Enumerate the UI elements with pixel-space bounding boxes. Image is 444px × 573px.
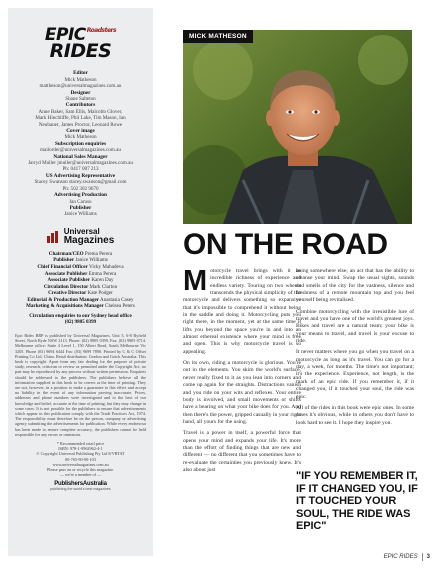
corporate-credit-row [15, 284, 146, 291]
pa-logo-line-1: PublishersAustralia [54, 481, 107, 488]
logo-line-1: EPIC [44, 25, 86, 45]
article-paragraph: All of the rides in this book were epic ones. In some cases it's obvious, while in others you don't have to look hard to see it. I hope they inspire you. [296, 404, 414, 426]
corporate-credit-row [15, 297, 146, 304]
paragraph-text: otorcycle travel brings with it an incredible richness of experience and endless variety. Touring on two wheels transcends the physical simplicity of the motorcycle and delivers something so expansive that it's impossible to comprehend it without being in the saddle and doing it. Motorcycling puts you right there, in the moment, yet at the same time it lifts you beyond the space you're in and into an almost ethereal existence where your mind is free and open. This is why motorcycle travel is so appealing. [183, 268, 301, 355]
corporate-name: Prema Perera [84, 250, 113, 257]
corporate-name: Chelsea Peters [105, 303, 135, 310]
publication-details [15, 441, 146, 477]
credit-name: Mark Hinchliffe, Phil Lake, Tim Mason, Ian [35, 115, 126, 122]
corporate-name: Karen Day [91, 277, 114, 284]
credit-role: Editor [73, 70, 88, 77]
member-note: — we're a member of — [59, 472, 102, 478]
credit-name: mailorder@universalmagazines.com.au [40, 147, 121, 154]
article-paragraph: It never matters where you go when you travel on a motorcycle as long as it's travel. You can go for a day, a week, for months. The time's not important; it's the experience. Experience, not length, is the mark of an epic ride. If you remember it, if it changed you, if it touched your soul, the ride was epic. [296, 349, 414, 400]
circulation-line-2: (02) 9805 0399 [64, 319, 97, 326]
credit-role: Subscription enquiries [54, 140, 107, 147]
corporate-credits [15, 251, 146, 310]
corporate-role: Marketing & Acquisitions Manager [26, 303, 104, 310]
logo-tag: Roadsters [86, 27, 117, 34]
um-logo-line-2: Magazines [63, 234, 115, 246]
code-line: 00-765-90-90-103 [65, 456, 96, 462]
credit-role: Advertising Production [53, 192, 108, 199]
corporate-credit-row [15, 271, 146, 278]
universal-magazines-mark-icon [47, 231, 61, 243]
masthead-sidebar [8, 8, 153, 556]
publishers-australia-logo [15, 481, 146, 491]
page-number: 3 [426, 554, 430, 560]
recycle-note: Please pass on or recycle this magazine. [46, 466, 115, 472]
corporate-role: Associate Publisher [47, 277, 91, 284]
credit-name: Stacey Swanson stacey.swanson@gmail.com [34, 179, 127, 186]
credit-name: Ph: 0417 087 213 [62, 166, 99, 173]
pull-quote: "IF YOU REMEMBER IT, IF IT CHANGED YOU, IF IT TOUCHED YOUR SOUL, THE RIDE WAS EPIC" [296, 470, 418, 532]
corporate-credit-row [15, 264, 146, 271]
credit-role: Publisher [69, 204, 92, 211]
corporate-role: Creative Director [48, 290, 87, 297]
corporate-role: Circulation Director [43, 283, 89, 290]
credit-name: Jarryd Muller jmuller@universalmagazines.com.au [28, 160, 133, 167]
credit-name: Ph: 502 302 9670 [62, 185, 99, 192]
credit-name: mattheson@universalmagazines.com.au [39, 83, 122, 90]
corporate-role: Chairman/CEO [48, 250, 84, 257]
editor-portrait-photo [183, 30, 412, 224]
credit-role: National Sales Manager [53, 153, 108, 160]
credit-name: Ian Caruso [69, 198, 92, 205]
credit-name: Mick Matheson [64, 76, 97, 83]
drop-cap: M [183, 265, 208, 297]
credit-name: Mick Matheson [64, 134, 97, 141]
corporate-name: Emma Perera [88, 270, 117, 277]
universal-magazines-logo [15, 228, 146, 246]
corporate-credit-row [15, 257, 146, 264]
credit-role: Designer [70, 89, 91, 96]
portrait-illustration [183, 30, 412, 224]
isbn: ISBN: 978-1-9962962-4-1 [58, 446, 103, 452]
corporate-role: Chief Financial Officer [37, 263, 88, 270]
article-paragraph: Travel is a power in itself, a powerful force that opens your mind and expands your life. It's more than the effort of finding things that are new and different — no different that you sometimes have to re-evaluate the certainties you previously knew. It's also about just [183, 430, 301, 473]
logo-line-2: RIDES [49, 40, 112, 63]
article-column-1 [183, 265, 301, 478]
credit-role: Cover image [66, 128, 95, 135]
um-logo-line-1: Universal [63, 226, 100, 236]
photo-caption: MICK MATHESON [183, 30, 253, 43]
legal-fine-print: Epic Rides RRP is published by Universal Magazines, Unit 5, 6-8 Byfield Street, North Ryde NSW 2113. Phone: (02) 9805 0399, Fax: (02) 9805 0714. Melbourne office: Suite 4 Level 1, 150 Albert Road, South Melbourne Vic 3205. Phone (03) 9694 6444 Fax: (03) 9699 7890. Printed by C & C Offset Printing Co Ltd, China. Retail distribution: Gordon and Gotch Australia. This book is copyright. Apart from any fair dealing for the purpose of private study, research, criticism or review as permitted under the Copyright Act, no part may be reproduced by any process without written permission. Enquiries should be addressed to the publishers. The publishers believe all the information supplied in this book to be correct at the time of printing. They are not, however, in a position to make a guarantee to this effect and accept no liability in the event of any information proving inaccurate. Prices, addresses and phone numbers were investigated and to the best of our knowledge and belief, accurate at the time of printing, but they may change in some cases. It is not possible for the publishers to ensure that advertisements which appear in this publication comply with the Trade Practices Act, 1974. The responsibility must therefore be on the person, company or advertising agency submitting the advertisements for publication. While every endeavour has been made to ensure complete accuracy, the publishers cannot be held responsible for any errors or omissions. [15, 332, 146, 437]
corporate-credit-row [15, 290, 146, 297]
copyright-line: © Copyright Universal Publishing Pty Ltd 8/VRTAT [36, 451, 125, 457]
circulation-enquiries [15, 313, 146, 326]
page-footer [384, 553, 430, 561]
corporate-credit-row [15, 277, 146, 284]
corporate-name: Janice Williams [75, 257, 108, 264]
page-title: ON THE ROAD [183, 228, 388, 261]
article-paragraph: being somewhere else; an act that has the ability to cleanse your mind. Swap the usual sights, sounds and smells of the city for the vastness, silence and freshness of a remote mountain top and you feel yourself being revitalised. [296, 268, 414, 304]
corporate-name: Anastasia Casey [100, 296, 134, 303]
corporate-name: Kate Podger [87, 290, 113, 297]
footer-divider [422, 553, 423, 561]
corporate-name: Vicky Mahadeva [88, 263, 124, 270]
article-paragraph [183, 265, 301, 356]
article-paragraph: Combine motorcycling with the irresistible lure of travel and you have one of the world's greatest joys. Bikes and travel are a natural team; your bike is your means to travel, and travel is your excuse to ride. [296, 308, 414, 345]
credit-role: US Advertising Representative [45, 172, 116, 179]
corporate-role: Editorial & Production Manager [27, 296, 100, 303]
staff-credits [15, 70, 146, 217]
credit-name: Shane Salteton [65, 96, 96, 103]
pa-logo-line-2: publishing the world's best magazines [50, 487, 111, 492]
epic-rides-logo [15, 25, 146, 63]
circulation-line-1: Circulation enquiries to our Sydney head office [29, 313, 132, 320]
article-column-2 [296, 268, 414, 431]
corporate-name: Mark Clarton [89, 283, 118, 290]
article-paragraph: On its own, riding a motorcycle is glorious. You're out in the elements. You skim the world's surface, never really fixed to it as you lean into corners and come up again for the straights. Distractions vanish and you ride on your wits and reflexes. Your entire body is involved, and small movements or shifts have a bearing on what your bike does for you. And then there's the power, gripped casually in your right hand, all yours for the using. [183, 360, 301, 425]
corporate-role: Publisher [53, 257, 75, 264]
credit-name: Janice Williams [64, 211, 97, 218]
website: www.universalmagazines.com.au [52, 461, 109, 467]
rrp-note: * Recommended retail price [56, 440, 105, 446]
corporate-credit-row [15, 303, 146, 310]
credit-name: Anne Baker, Sam Ellis, Malcolm Glover, [38, 108, 123, 115]
footer-publication: EPIC RIDES [383, 554, 418, 560]
corporate-credit-row [15, 251, 146, 258]
credit-role: Contributors [65, 102, 96, 109]
credit-name: Neubauer, James Proctor, Leonard Rowe [38, 121, 123, 128]
corporate-role: Associate Publisher [44, 270, 88, 277]
